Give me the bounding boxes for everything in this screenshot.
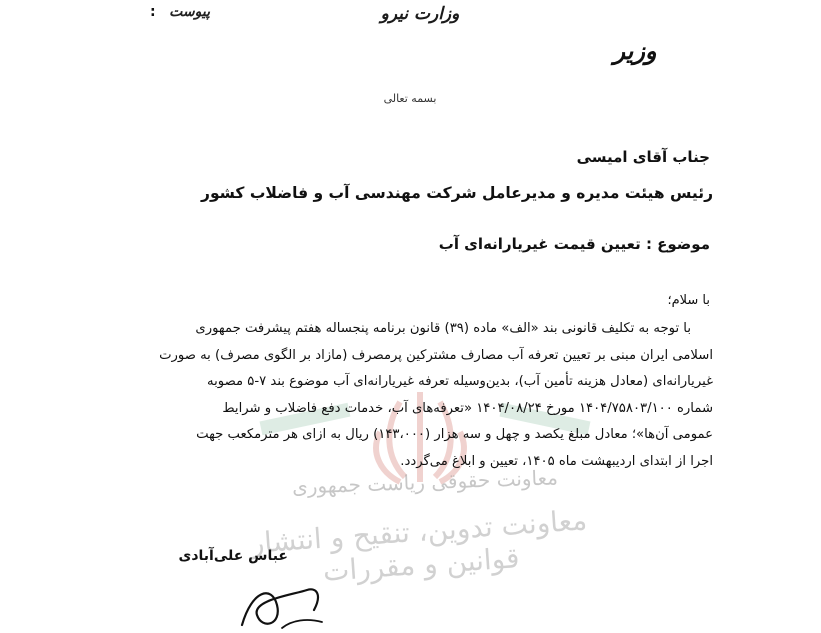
signer-name: عباس علی‌آبادی xyxy=(178,548,288,564)
body-line: اسلامی ایران مبنی بر تعیین تعرفه آب مصارف مشترکین پرمصرف (مازاد بر الگوی مصرف) به صورت xyxy=(159,347,713,363)
recipient-name: جناب آقای امیسی xyxy=(576,148,710,166)
watermark-text-legal-deputy: معاونت حقوقی ریاست جمهوری xyxy=(291,465,559,499)
body-line: شماره ۱۴۰۴/۷۵۸۰۳/۱۰۰ مورخ ۱۴۰۴/۰۸/۲۴ «تعرفه‌های آب، خدمات دفع فاضلاب و شرایط xyxy=(222,400,713,416)
ministry-letterhead: وزارت نیرو xyxy=(380,4,460,24)
body-line: با توجه به تکلیف قانونی بند «الف» ماده (۳۹) قانون برنامه پنجساله هفتم پیشرفت جمهوری xyxy=(195,321,691,336)
invocation: بسمه تعالی xyxy=(383,92,437,105)
minister-title: وزیر xyxy=(613,36,657,65)
watermark-text-codification-deputy: معاونت تدوین، تنقیح و انتشار قوانین و مقررات xyxy=(249,503,589,588)
attachment-label: پیوست xyxy=(169,4,210,20)
subject-line: موضوع : تعیین قیمت غیریارانه‌ای آب xyxy=(438,235,710,253)
handwritten-signature xyxy=(222,570,342,633)
body-line: اجرا از ابتدای اردیبهشت ماه ۱۴۰۵، تعیین و ابلاغ می‌گردد. xyxy=(400,453,713,469)
body-line: غیریارانه‌ای (معادل هزینه تأمین آب)، بدین‌وسیله تعرفه غیریارانه‌ای آب موضوع بند ۷-۵ مصوبه xyxy=(207,374,713,389)
attachment-colon: : xyxy=(150,4,156,20)
body-paragraph xyxy=(131,316,713,475)
body-line: عمومی آن‌ها»؛ معادل مبلغ یکصد و چهل و سه هزار (۱۴۳،۰۰۰) ریال به ازای هر مترمکعب جهت xyxy=(196,427,713,442)
recipient-position: رئیس هیئت مدیره و مدیرعامل شرکت مهندسی آب و فاضلاب کشور xyxy=(201,184,713,202)
greeting: با سلام؛ xyxy=(667,293,710,308)
